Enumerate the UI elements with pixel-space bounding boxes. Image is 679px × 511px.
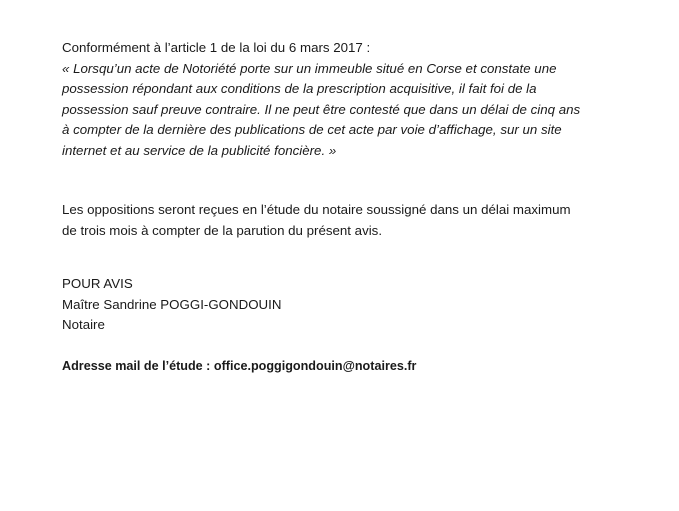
paragraph-line-2: de trois mois à compter de la parution du présent avis. [62,223,383,238]
mail-block [62,356,632,376]
signature-block [62,274,632,336]
spacer-after-paragraph [62,241,632,274]
spacer-after-quote [62,161,632,199]
mail-line: Adresse mail de l’étude : office.poggigondouin@notaires.fr [62,358,417,373]
quote-line-3: possession sauf preuve contraire. Il ne peut être contesté que dans un délai de cinq ans [62,101,581,117]
quote-line-1: « Lorsqu’un acte de Notoriété porte sur un immeuble situé en Corse et constate une [62,60,557,76]
quote-block [62,59,632,162]
intro-line: Conformément à l’article 1 de la loi du 6 mars 2017 : [62,40,371,55]
intro-block [62,38,632,59]
paragraph-line-1: Les oppositions seront reçues en l’étude du notaire soussigné dans un délai maximum [62,202,571,217]
signature-line-2: Maître Sandrine POGGI-GONDOUIN [62,296,282,312]
quote-line-5: internet et au service de la publicité foncière. » [62,142,337,158]
signature-line-3: Notaire [62,317,105,332]
signature-line-1: POUR AVIS [62,276,133,291]
document-body [62,38,632,376]
quote-line-2: possession répondant aux conditions de la prescription acquisitive, il fait foi de la [62,81,537,96]
quote-line-4: à compter de la dernière des publications de cet acte par voie d’affichage, sur un site [62,122,562,137]
spacer-after-signature [62,336,632,356]
paragraph-block [62,199,632,241]
